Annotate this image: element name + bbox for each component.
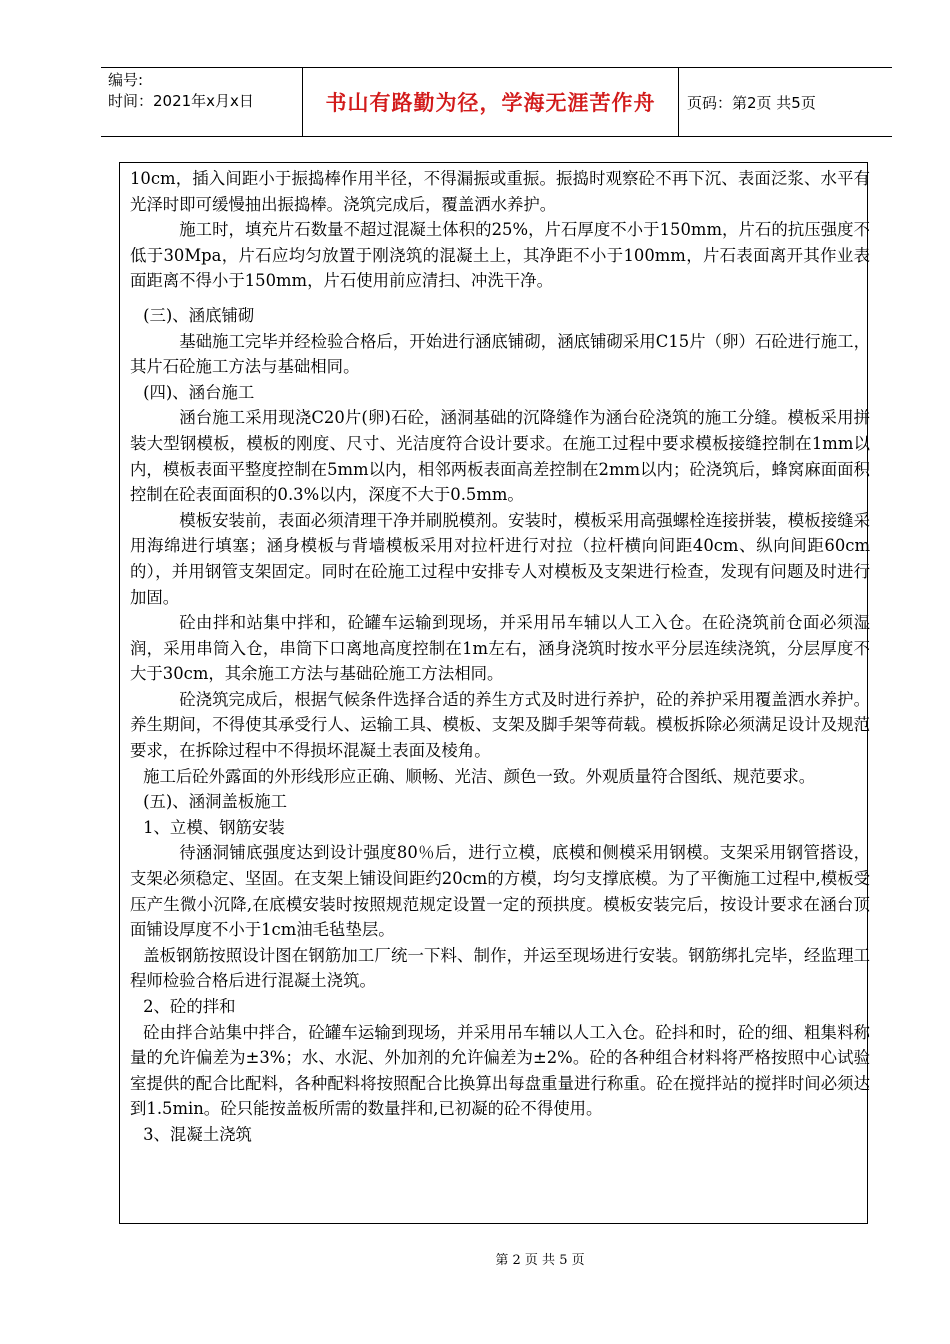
document-body (130, 166, 870, 1148)
serial-label: 编号: (108, 71, 144, 89)
time-label: 时间：2021年x月x日 (108, 92, 254, 110)
paragraph: 涵台施工采用现浇C20片(卵)石砼，涵洞基础的沉降缝作为涵台砼浇筑的施工分缝。模板采用拼装大型钢模板，模板的刚度、尺寸、光洁度符合设计要求。在施工过程中要求模板接缝控制在1mm以内，模板表面平整度控制在5mm以内，相邻两板表面高差控制在2mm以内；砼浇筑后，蜂窝麻面面积控制在砼表面面积的0.3%以内，深度不大于0.5mm。 (130, 408, 870, 505)
paragraph: 盖板钢筋按照设计图在钢筋加工厂统一下料、制作，并运至现场进行安装。钢筋绑扎完毕，经监理工程师检验合格后进行混凝土浇筑。 (130, 945, 870, 991)
page-footer: 第 2 页 共 5 页 (495, 1253, 585, 1268)
page-label: 页码：第2页 共5页 (687, 93, 816, 112)
subsection-heading: 2、砼的拌和 (143, 997, 236, 1016)
header-table (101, 67, 892, 137)
paragraph: 砼由拌和站集中拌和，砼罐车运输到现场，并采用吊车辅以人工入仓。在砼浇筑前仓面必须湿润，采用串筒入仓，串筒下口离地高度控制在1m左右，涵身浇筑时按水平分层连续浇筑，分层厚度不大于30cm，其余施工方法与基础砼施工方法相同。 (130, 613, 870, 684)
header-motto-cell (303, 68, 679, 136)
paragraph: 施工后砼外露面的外形线形应正确、顺畅、光洁、颜色一致。外观质量符合图纸、规范要求。 (143, 766, 816, 786)
section-heading: (五)、涵洞盖板施工 (143, 792, 288, 812)
subsection-heading: 3、混凝土浇筑 (143, 1124, 252, 1144)
header-page-cell (679, 68, 892, 136)
motto-text: 书山有路勤为径，学海无涯苦作舟 (325, 91, 656, 115)
paragraph: 基础施工完毕并经检验合格后，开始进行涵底铺砌，涵底铺砌采用C15片（卵）石砼进行施工，其片石砼施工方法与基础相同。 (130, 331, 870, 377)
section-heading: (三)、涵底铺砌 (143, 305, 255, 325)
paragraph: 10cm，插入间距小于振捣棒作用半径，不得漏振或重振。振捣时观察砼不再下沉、表面泛浆、水平有光泽时即可缓慢抽出振捣棒。浇筑完成后，覆盖洒水养护。 (130, 169, 870, 214)
subsection-heading: 1、立模、钢筋安装 (143, 817, 285, 837)
section-heading: (四)、涵台施工 (143, 382, 255, 402)
paragraph: 砼浇筑完成后，根据气候条件选择合适的养生方式及时进行养护，砼的养护采用覆盖洒水养护。养生期间，不得使其承受行人、运输工具、模板、支架及脚手架等荷载。模板拆除必须满足设计及规范要求，在拆除过程中不得损坏混凝土表面及棱角。 (130, 689, 870, 761)
paragraph: 砼由拌合站集中拌合，砼罐车运输到现场，并采用吊车辅以人工入仓。砼抖和时，砼的细、粗集料称量的允许偏差为±3%；水、水泥、外加剂的允许偏差为±2%。砼的各种组合材料将严格按照中心试验室提供的配合比配料，各种配料将按照配合比换算出每盘重量进行称重。砼在搅拌站的搅拌时间必须达到1.5min。砼只能按盖板所需的数量拌和,已初凝的砼不得使用。 (130, 1022, 870, 1119)
header-meta-cell (101, 68, 303, 136)
paragraph: 模板安装前，表面必须清理干净并刷脱模剂。安装时，模板采用高强螺栓连接拼装，模板接缝采用海绵进行填塞；涵身模板与背墙模板采用对拉杆进行对拉（拉杆横向间距40cm、纵向间距60cm的），并用钢管支架固定。同时在砼施工过程中安排专人对模板及支架进行检查，发现有问题及时进行加固。 (130, 510, 870, 607)
paragraph: 待涵洞铺底强度达到设计强度80％后，进行立模，底模和侧模采用钢模。支架采用钢管搭设，支架必须稳定、坚固。在支架上铺设间距约20cm的方模，均匀支撑底模。为了平衡施工过程中,模板受压产生微小沉降,在底模安装时按照规范规定设置一定的预拱度。模板安装完后，按设计要求在涵台顶面铺设厚度不小于1cm油毛毡垫层。 (130, 843, 870, 940)
paragraph: 施工时，填充片石数量不超过混凝土体积的25%，片石厚度不小于150mm，片石的抗压强度不低于30Mpa，片石应均匀放置于刚浇筑的混凝土上，其净距不小于100mm，片石表面离开其作业表面距离不得小于150mm，片石使用前应清扫、冲洗干净。 (130, 220, 870, 291)
